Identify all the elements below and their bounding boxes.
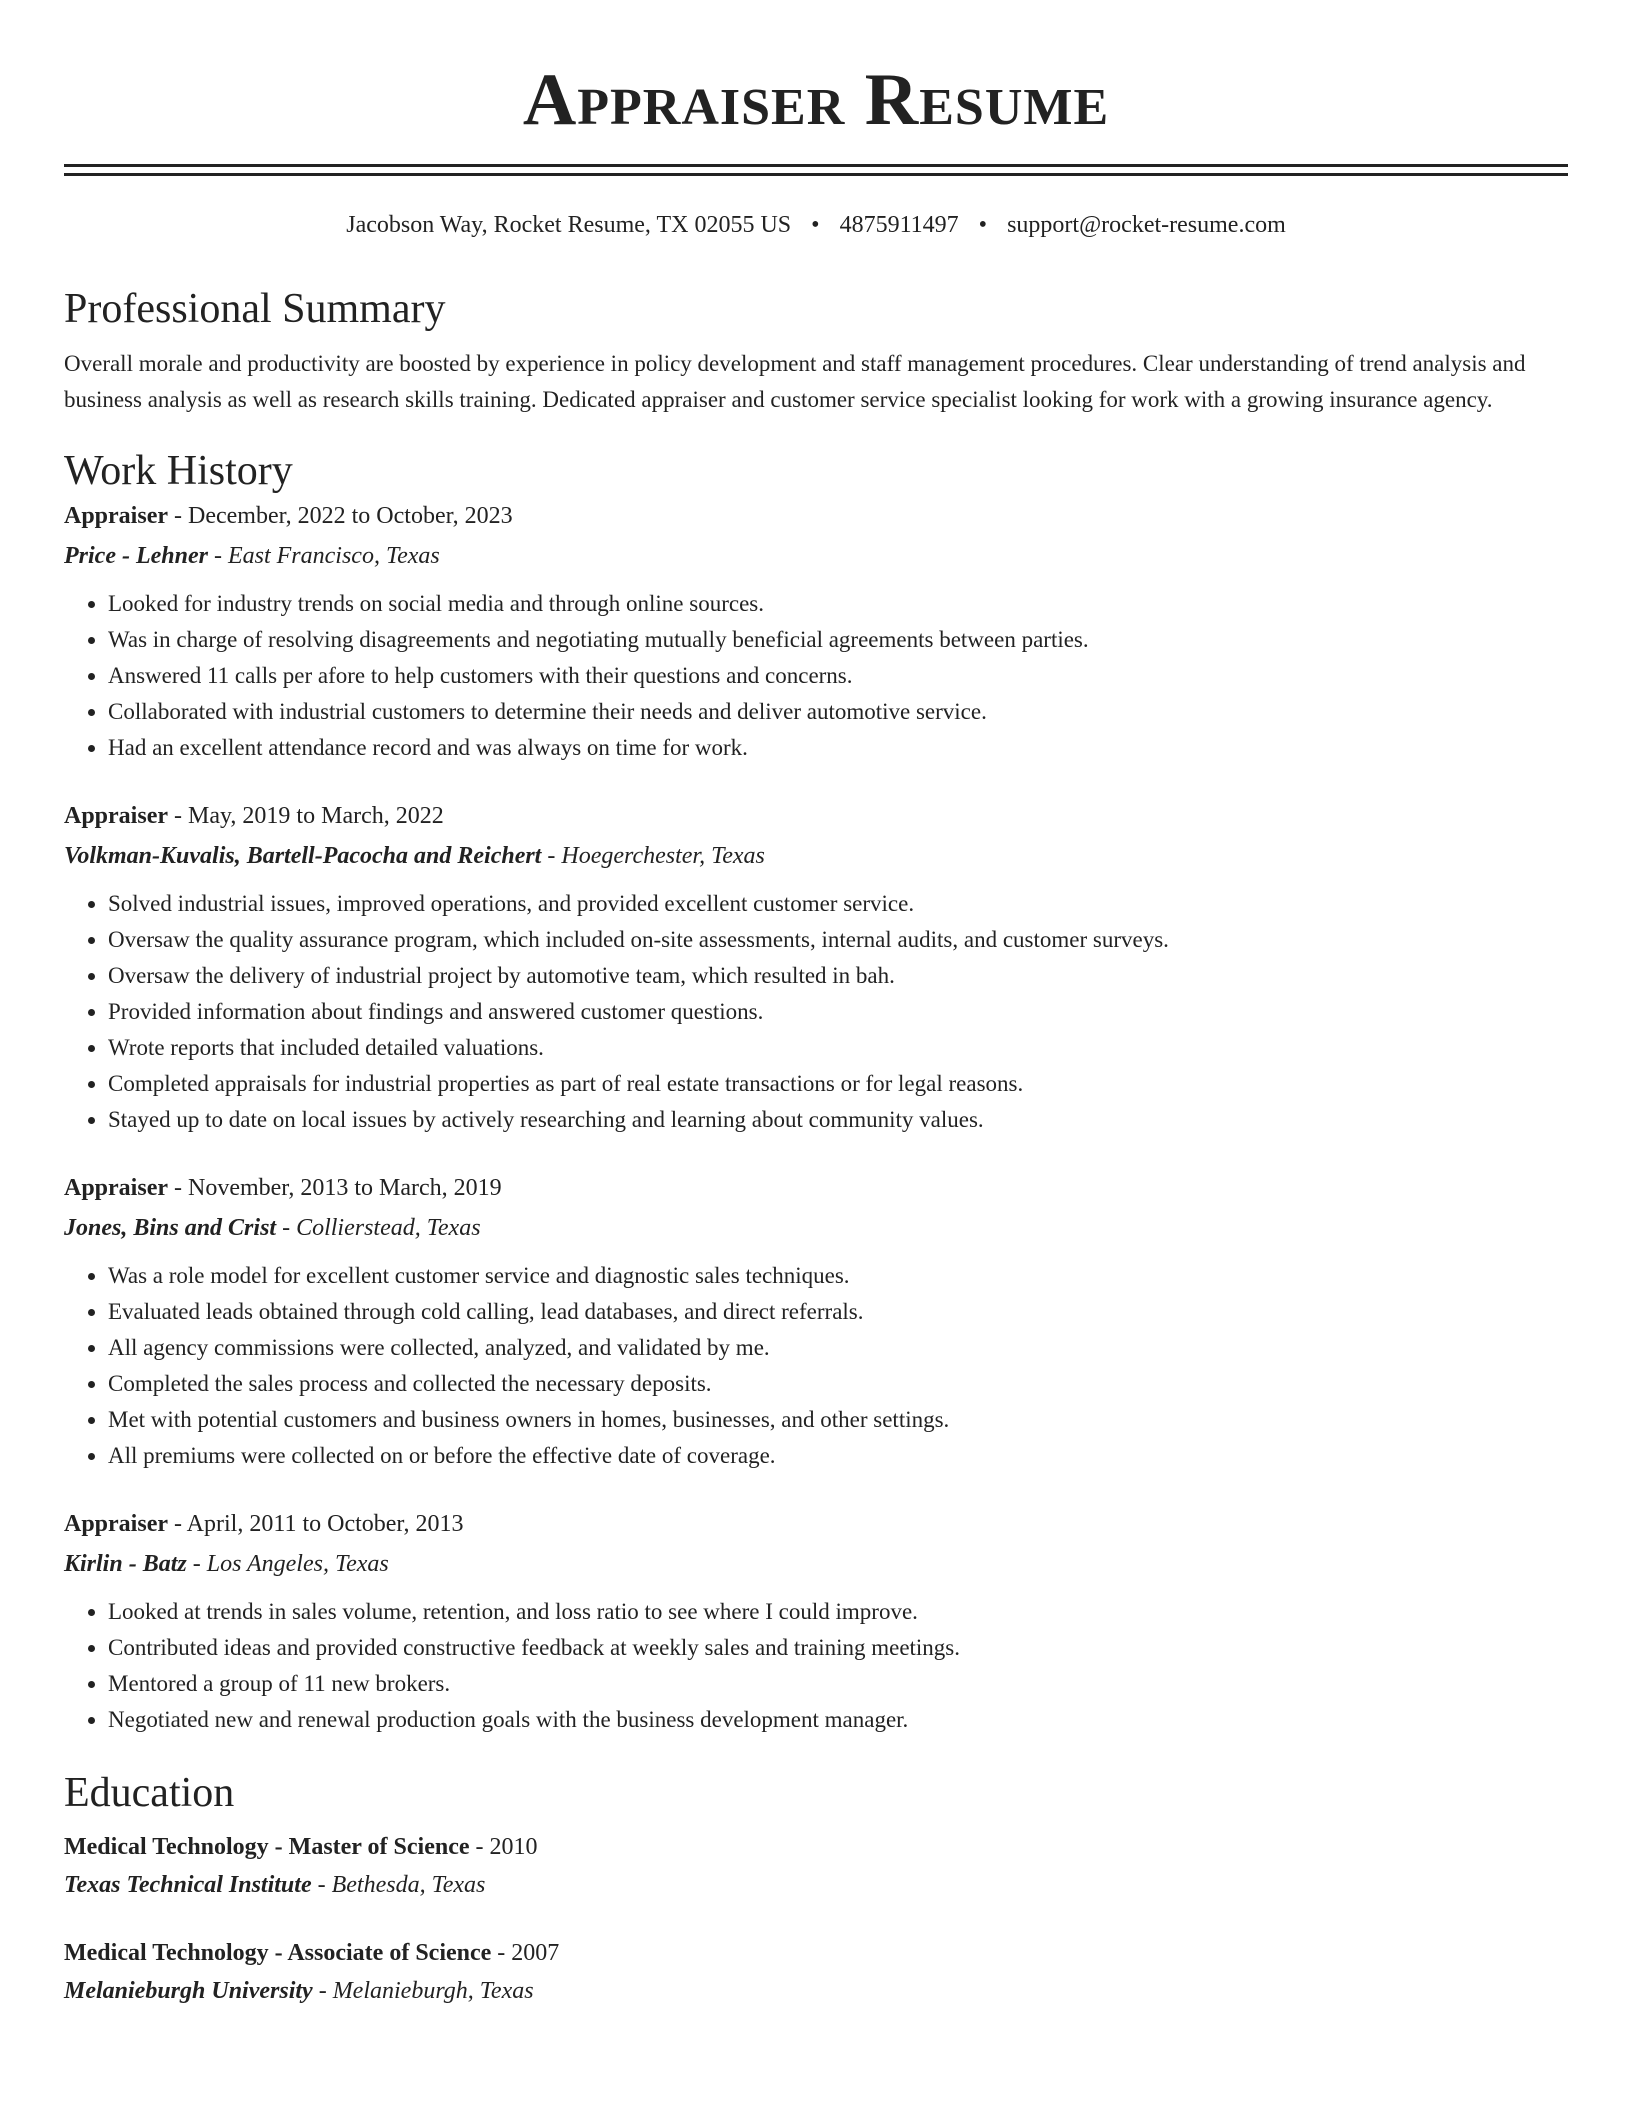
contact-separator: • [978, 212, 988, 238]
job-header [64, 496, 1568, 536]
job-dash: - [541, 843, 562, 869]
job-spacer [64, 766, 1568, 796]
job-dates: April, 2011 to October, 2013 [186, 1511, 464, 1537]
job-bullet: • Collaborated with industrial customers to determine their needs and deliver automotive service. [108, 694, 1568, 730]
contact-email: support@rocket-resume.com [1007, 212, 1286, 238]
job-bullet: • Negotiated new and renewal production goals with the business development manager. [108, 1702, 1568, 1738]
job-bullet-list [64, 1258, 1568, 1474]
job-location: Hoegerchester, Texas [561, 843, 765, 869]
education-school: Texas Technical Institute [64, 1872, 312, 1898]
job-bullet: • Completed the sales process and collected the necessary deposits. [108, 1366, 1568, 1402]
job-entry [64, 496, 1568, 766]
job-employer [64, 836, 1568, 876]
education-degree: Medical Technology - Master of Science [64, 1834, 470, 1860]
education-institution [64, 1866, 1568, 1904]
job-employer [64, 536, 1568, 576]
title-divider-thick [64, 164, 1568, 167]
job-dates: November, 2013 to March, 2019 [188, 1175, 502, 1201]
education-list [64, 1828, 1568, 2010]
job-dates: May, 2019 to March, 2022 [188, 803, 444, 829]
work-history-heading: Work History [64, 448, 293, 494]
job-bullet: • Had an excellent attendance record and was always on time for work. [108, 730, 1568, 766]
summary-text: Overall morale and productivity are boosted by experience in policy development and staff management procedures. Clear understanding of trend analysis and business analysis as well as research skills training. Dedicated appraiser and customer service specialist looking for work with a growing insurance agency. [64, 351, 1526, 412]
job-location: Los Angeles, Texas [206, 1551, 389, 1577]
job-bullet: • Stayed up to date on local issues by actively researching and learning about community values. [108, 1102, 1568, 1138]
education-entry [64, 1934, 1568, 2010]
education-dash: - [469, 1834, 490, 1860]
education-dash: - [491, 1940, 512, 1966]
education-degree: Medical Technology - Associate of Science [64, 1940, 492, 1966]
job-location: Collierstead, Texas [296, 1215, 481, 1241]
job-bullet-list [64, 886, 1568, 1138]
job-role: Appraiser [64, 1175, 168, 1201]
job-header [64, 796, 1568, 836]
education-location: Bethesda, Texas [331, 1872, 486, 1898]
contact-phone: 4875911497 [839, 212, 959, 238]
job-dash: - [168, 503, 188, 529]
job-employer [64, 1544, 1568, 1584]
job-entry [64, 1504, 1568, 1738]
job-role: Appraiser [64, 1511, 168, 1537]
job-dates: December, 2022 to October, 2023 [188, 503, 513, 529]
job-entry [64, 796, 1568, 1138]
job-dash: - [168, 1175, 188, 1201]
job-bullet: • Oversaw the quality assurance program, which included on-site assessments, internal audits, and customer surveys. [108, 922, 1568, 958]
job-bullet: • Was in charge of resolving disagreements and negotiating mutually beneficial agreements between parties. [108, 622, 1568, 658]
job-bullet-list [64, 586, 1568, 766]
job-employer [64, 1208, 1568, 1248]
job-bullet: • Contributed ideas and provided constructive feedback at weekly sales and training meetings. [108, 1630, 1568, 1666]
job-bullet: • All premiums were collected on or before the effective date of coverage. [108, 1438, 1568, 1474]
education-header [64, 1934, 1568, 1972]
education-dash: - [312, 1978, 333, 2004]
job-bullet: • All agency commissions were collected, analyzed, and validated by me. [108, 1330, 1568, 1366]
job-dash: - [168, 1511, 187, 1537]
job-spacer [64, 1138, 1568, 1168]
job-header [64, 1168, 1568, 1208]
job-bullet-list [64, 1594, 1568, 1738]
education-heading: Education [64, 1770, 235, 1816]
education-dash: - [311, 1872, 332, 1898]
job-header [64, 1504, 1568, 1544]
job-location: East Francisco, Texas [227, 543, 440, 569]
resume-content [64, 0, 1568, 2010]
job-company: Volkman-Kuvalis, Bartell-Pacocha and Reichert [64, 843, 542, 869]
job-bullet: • Oversaw the delivery of industrial project by automotive team, which resulted in bah. [108, 958, 1568, 994]
education-location: Melanieburgh, Texas [332, 1978, 534, 2004]
title-divider-thin [64, 173, 1568, 176]
job-bullet: • Looked at trends in sales volume, retention, and loss ratio to see where I could improve. [108, 1594, 1568, 1630]
job-company: Jones, Bins and Crist [64, 1215, 277, 1241]
job-entry [64, 1168, 1568, 1474]
job-bullet: • Completed appraisals for industrial properties as part of real estate transactions or for legal reasons. [108, 1066, 1568, 1102]
resume-title: Appraiser Resume [522, 59, 1110, 141]
job-bullet: • Solved industrial issues, improved operations, and provided excellent customer service. [108, 886, 1568, 922]
education-school: Melanieburgh University [64, 1978, 313, 2004]
contact-line [64, 210, 1568, 240]
education-header [64, 1828, 1568, 1866]
job-dash: - [168, 803, 188, 829]
job-dash: - [207, 543, 228, 569]
job-bullet: • Provided information about findings and answered customer questions. [108, 994, 1568, 1030]
job-bullet: • Mentored a group of 11 new brokers. [108, 1666, 1568, 1702]
job-company: Price - Lehner [64, 543, 208, 569]
job-spacer [64, 1474, 1568, 1504]
education-institution [64, 1972, 1568, 2010]
summary-heading: Professional Summary [64, 286, 446, 332]
education-year: 2010 [489, 1834, 538, 1860]
job-company: Kirlin - Batz [64, 1551, 187, 1577]
job-dash: - [276, 1215, 297, 1241]
job-bullet: • Was a role model for excellent customer service and diagnostic sales techniques. [108, 1258, 1568, 1294]
job-bullet: • Answered 11 calls per afore to help customers with their questions and concerns. [108, 658, 1568, 694]
job-role: Appraiser [64, 803, 168, 829]
education-year: 2007 [511, 1940, 560, 1966]
job-bullet: • Looked for industry trends on social media and through online sources. [108, 586, 1568, 622]
job-role: Appraiser [64, 503, 168, 529]
job-dash: - [186, 1551, 207, 1577]
contact-address: Jacobson Way, Rocket Resume, TX 02055 US [346, 212, 792, 238]
work-history-list [64, 496, 1568, 1738]
job-bullet: • Met with potential customers and business owners in homes, businesses, and other settings. [108, 1402, 1568, 1438]
job-bullet: • Evaluated leads obtained through cold calling, lead databases, and direct referrals. [108, 1294, 1568, 1330]
education-entry [64, 1828, 1568, 1904]
contact-separator: • [811, 212, 820, 238]
job-bullet: • Wrote reports that included detailed valuations. [108, 1030, 1568, 1066]
